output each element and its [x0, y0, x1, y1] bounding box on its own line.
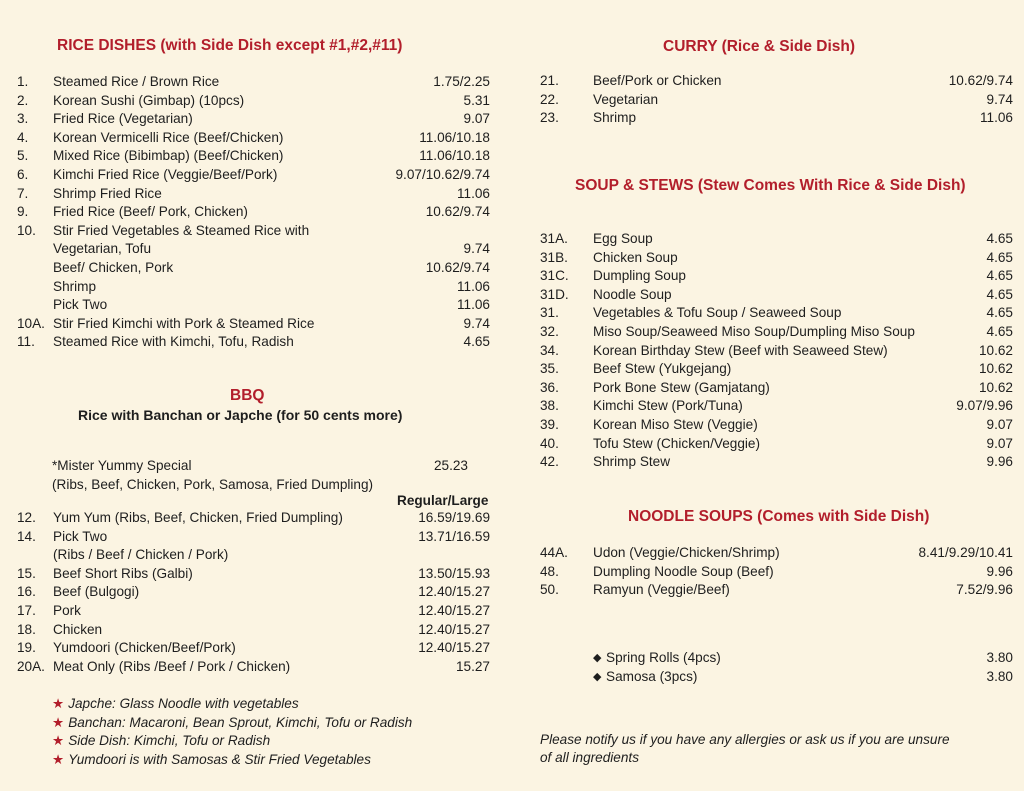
bbq-item-number: 17. — [17, 603, 36, 618]
soup-section-title: SOUP & STEWS (Stew Comes With Rice & Side Dish) — [575, 177, 966, 194]
star-icon: ★ — [52, 696, 65, 711]
soup-row — [540, 230, 1013, 248]
extras-item-price: 3.80 — [986, 668, 1013, 684]
star-icon: ★ — [52, 751, 65, 767]
bbq-row — [17, 583, 497, 601]
noodle-item-name: Ramyun (Veggie/Beef) — [593, 582, 730, 597]
soup-item-price: 4.65 — [986, 268, 1013, 284]
soup-item-price: 10.62 — [978, 379, 1013, 395]
rice-item-name: Fried Rice (Beef/ Pork, Chicken) — [53, 204, 248, 220]
rice-item-price: 9.74 — [463, 241, 490, 257]
soup-item-number: 40. — [540, 435, 559, 451]
bbq-item-price: 15.27 — [455, 658, 490, 674]
soup-item-number: 42. — [540, 454, 559, 470]
diamond-bullet-icon: ◆ — [593, 670, 602, 683]
rice-item-number: 3. — [17, 111, 29, 127]
bbq-item-name: (Ribs / Beef / Chicken / Pork) — [53, 547, 229, 563]
rice-item-name: Shrimp — [53, 278, 97, 294]
soup-item-name: Egg Soup — [593, 231, 653, 246]
rice-item-name: Shrimp Fried Rice — [53, 185, 162, 201]
extras-item-name: Spring Rolls (4pcs) — [606, 650, 721, 665]
curry-item-price: 11.06 — [979, 110, 1013, 125]
rice-item-name: Stir Fried Kimchi with Pork & Steamed Rice — [53, 315, 315, 331]
star-icon: ★ — [52, 733, 65, 749]
bbq-item-price: 13.50/15.93 — [418, 565, 490, 581]
bbq-item-name: Pork — [53, 603, 81, 618]
bbq-item-name: Chicken — [53, 621, 103, 637]
rice-item-name: Pick Two — [53, 297, 108, 313]
star-icon: ★ — [52, 714, 65, 730]
bbq-row — [17, 528, 497, 546]
noodle-row — [540, 544, 1013, 562]
soup-item-name: Miso Soup/Seaweed Miso Soup/Dumpling Miso Soup — [593, 324, 915, 339]
soup-item-number: 35. — [540, 361, 559, 377]
bbq-row — [17, 621, 497, 639]
soup-row — [540, 267, 1013, 285]
bbq-item-number: 12. — [17, 510, 36, 525]
soup-item-number: 31. — [540, 305, 559, 321]
rice-item-price: 11.06/10.18 — [419, 129, 490, 145]
noodle-item-name: Udon (Veggie/Chicken/Shrimp) — [593, 545, 780, 560]
rice-item-number: 10. — [17, 222, 36, 238]
curry-item-price: 10.62/9.74 — [948, 73, 1013, 88]
bbq-row — [17, 565, 497, 583]
bbq-item-number: 16. — [17, 584, 36, 600]
rice-item-price: 5.31 — [463, 92, 490, 108]
curry-row — [540, 91, 1013, 109]
soup-row — [540, 435, 1013, 453]
soup-row — [540, 397, 1013, 415]
rice-item-name: Kimchi Fried Rice (Veggie/Beef/Pork) — [53, 167, 278, 182]
rice-row — [17, 240, 497, 258]
noodle-section-title: NOODLE SOUPS (Comes with Side Dish) — [628, 508, 930, 525]
soup-item-number: 31A. — [540, 231, 568, 246]
bbq-item-price: 16.59/19.69 — [418, 510, 490, 525]
bbq-item-name: Yumdoori (Chicken/Beef/Pork) — [53, 640, 236, 656]
soup-item-name: Pork Bone Stew (Gamjatang) — [593, 379, 770, 395]
rice-item-name: Stir Fried Vegetables & Steamed Rice with — [53, 222, 310, 238]
soup-row — [540, 360, 1013, 378]
soup-item-name: Korean Birthday Stew (Beef with Seaweed Stew) — [593, 342, 888, 358]
rice-row — [17, 73, 497, 91]
rice-item-price: 9.07/10.62/9.74 — [395, 167, 490, 182]
rice-item-number: 2. — [17, 92, 29, 108]
rice-item-name: Steamed Rice / Brown Rice — [53, 74, 220, 89]
note-text: Japche: Glass Noodle with vegetables — [68, 696, 299, 711]
note-line — [52, 715, 412, 731]
rice-item-price: 1.75/2.25 — [433, 74, 490, 89]
noodle-row — [540, 581, 1013, 599]
soup-row — [540, 323, 1013, 341]
rice-item-name: Mixed Rice (Bibimbap) (Beef/Chicken) — [53, 148, 284, 164]
rice-item-name: Beef/ Chicken, Pork — [53, 260, 174, 275]
extras-row — [593, 649, 1013, 667]
noodle-item-price: 7.52/9.96 — [956, 582, 1013, 597]
bbq-item-number: 15. — [17, 565, 36, 581]
soup-row — [540, 249, 1013, 267]
soup-row — [540, 304, 1013, 322]
rice-item-number: 6. — [17, 167, 29, 182]
note-text: Banchan: Macaroni, Bean Sprout, Kimchi, Tofu or Radish — [68, 714, 413, 730]
noodle-item-number: 48. — [540, 563, 559, 579]
rice-section-title: RICE DISHES (with Side Dish except #1,#2,#11) — [57, 37, 403, 54]
rice-item-price: 9.74 — [463, 315, 490, 331]
rice-item-price: 4.65 — [463, 334, 490, 350]
soup-item-name: Dumpling Soup — [593, 268, 686, 284]
soup-item-number: 34. — [540, 342, 559, 358]
bbq-row — [17, 639, 497, 657]
soup-item-number: 31D. — [540, 286, 569, 302]
noodle-item-price: 8.41/9.29/10.41 — [918, 545, 1013, 560]
soup-row — [540, 286, 1013, 304]
rice-item-name: Steamed Rice with Kimchi, Tofu, Radish — [53, 334, 294, 350]
curry-section-title: CURRY (Rice & Side Dish) — [663, 38, 856, 55]
bbq-item-price: 12.40/15.27 — [418, 621, 490, 637]
rice-row — [17, 278, 497, 296]
special-name: *Mister Yummy Special — [52, 458, 192, 473]
rice-row — [17, 166, 497, 184]
soup-item-name: Chicken Soup — [593, 249, 678, 265]
bbq-item-price: 12.40/15.27 — [418, 584, 490, 600]
special-price: 25.23 — [433, 458, 468, 473]
curry-item-price: 9.74 — [986, 91, 1013, 107]
bbq-item-number: 18. — [17, 621, 36, 637]
bbq-row — [17, 602, 497, 620]
soup-item-name: Kimchi Stew (Pork/Tuna) — [593, 398, 743, 414]
note-line — [52, 752, 371, 768]
note-text: Side Dish: Kimchi, Tofu or Radish — [68, 733, 271, 749]
bbq-row — [17, 546, 497, 564]
soup-item-number: 31B. — [540, 249, 568, 265]
rice-item-number: 10A. — [17, 315, 45, 331]
bbq-item-price: 12.40/15.27 — [418, 603, 490, 618]
soup-item-number: 39. — [540, 417, 559, 432]
noodle-item-number: 50. — [540, 582, 559, 597]
soup-item-price: 4.65 — [986, 231, 1013, 246]
rice-row — [17, 110, 497, 128]
rice-item-name: Korean Vermicelli Rice (Beef/Chicken) — [53, 129, 284, 145]
soup-row — [540, 342, 1013, 360]
soup-item-name: Beef Stew (Yukgejang) — [593, 361, 732, 377]
rice-item-name: Fried Rice (Vegetarian) — [53, 111, 193, 127]
soup-row — [540, 416, 1013, 434]
extras-item-price: 3.80 — [986, 650, 1013, 665]
bbq-row — [17, 658, 497, 676]
bbq-row — [17, 509, 497, 527]
bbq-item-name: Pick Two — [53, 528, 108, 544]
curry-row — [540, 109, 1013, 127]
special-desc-text: (Ribs, Beef, Chicken, Pork, Samosa, Fried Dumpling) — [52, 477, 374, 492]
rice-row — [17, 259, 497, 277]
soup-item-name: Vegetables & Tofu Soup / Seaweed Soup — [593, 305, 842, 321]
rice-item-number: 1. — [17, 74, 29, 89]
soup-item-price: 10.62 — [978, 342, 1013, 358]
bbq-section-title: BBQ — [230, 387, 265, 404]
rice-row — [17, 315, 497, 333]
rice-row — [17, 296, 497, 314]
curry-item-number: 21. — [540, 73, 559, 88]
soup-item-price: 4.65 — [986, 286, 1013, 302]
bbq-item-name: Meat Only (Ribs /Beef / Pork / Chicken) — [53, 658, 291, 674]
rice-item-price: 10.62/9.74 — [425, 204, 490, 220]
curry-item-name: Shrimp — [593, 110, 637, 125]
rice-item-price: 11.06 — [456, 297, 490, 313]
soup-item-price: 9.96 — [986, 454, 1013, 470]
curry-item-name: Vegetarian — [593, 91, 659, 107]
bbq-subtitle: Rice with Banchan or Japche (for 50 cents more) — [78, 407, 403, 423]
rice-row — [17, 222, 497, 240]
rice-item-price: 9.07 — [463, 111, 490, 127]
rice-item-number: 5. — [17, 148, 29, 164]
soup-item-price: 4.65 — [986, 249, 1013, 265]
bbq-item-name: Beef (Bulgogi) — [53, 584, 140, 600]
rice-item-price: 11.06 — [456, 278, 490, 294]
rice-item-number: 9. — [17, 204, 29, 220]
soup-item-number: 38. — [540, 398, 559, 414]
curry-item-name: Beef/Pork or Chicken — [593, 73, 722, 88]
bbq-item-name: Beef Short Ribs (Galbi) — [53, 565, 193, 581]
allergy-note-line2: of all ingredients — [540, 750, 639, 765]
allergy-note-line1: Please notify us if you have any allergies or ask us if you are unsure — [540, 732, 950, 747]
soup-item-price: 9.07 — [986, 417, 1013, 432]
curry-item-number: 22. — [540, 91, 559, 107]
bbq-item-number: 19. — [17, 640, 36, 656]
bbq-item-price: 13.71/16.59 — [418, 528, 490, 544]
soup-item-name: Tofu Stew (Chicken/Veggie) — [593, 435, 760, 451]
rice-item-name: Korean Sushi (Gimbap) (10pcs) — [53, 92, 245, 108]
rice-item-price: 10.62/9.74 — [425, 260, 490, 275]
soup-item-name: Noodle Soup — [593, 286, 672, 302]
noodle-item-name: Dumpling Noodle Soup (Beef) — [593, 563, 774, 579]
bbq-item-price: 12.40/15.27 — [418, 640, 490, 656]
special-item — [17, 457, 497, 475]
rice-row — [17, 185, 497, 203]
rice-item-number: 4. — [17, 129, 29, 145]
soup-row — [540, 379, 1013, 397]
soup-item-name: Korean Miso Stew (Veggie) — [593, 417, 758, 432]
soup-item-number: 36. — [540, 379, 559, 395]
rice-row — [17, 92, 497, 110]
noodle-item-price: 9.96 — [986, 563, 1013, 579]
rice-item-price: 11.06 — [456, 185, 490, 201]
rice-item-number: 11. — [17, 334, 35, 350]
noodle-row — [540, 563, 1013, 581]
soup-item-name: Shrimp Stew — [593, 454, 671, 470]
rice-row — [17, 333, 497, 351]
extras-item-name: Samosa (3pcs) — [606, 668, 698, 684]
bbq-item-name: Yum Yum (Ribs, Beef, Chicken, Fried Dumpling) — [53, 510, 343, 525]
rice-item-name: Vegetarian, Tofu — [53, 241, 152, 257]
soup-item-price: 4.65 — [986, 305, 1013, 321]
note-text: Yumdoori is with Samosas & Stir Fried Vegetables — [68, 751, 371, 767]
bbq-item-number: 14. — [17, 528, 36, 544]
soup-item-price: 9.07/9.96 — [956, 398, 1013, 414]
soup-item-price: 9.07 — [986, 435, 1013, 451]
extras-row — [593, 668, 1013, 686]
soup-item-price: 10.62 — [978, 361, 1013, 377]
soup-item-price: 4.65 — [986, 324, 1013, 339]
soup-item-number: 31C. — [540, 268, 569, 284]
bbq-item-number: 20A. — [17, 658, 45, 674]
note-line — [52, 733, 270, 749]
rice-row — [17, 147, 497, 165]
diamond-bullet-icon: ◆ — [593, 652, 602, 664]
soup-item-number: 32. — [540, 324, 559, 339]
curry-row — [540, 72, 1013, 90]
size-header: Regular/Large — [397, 493, 489, 508]
noodle-item-number: 44A. — [540, 545, 568, 560]
curry-item-number: 23. — [540, 110, 559, 125]
rice-row — [17, 129, 497, 147]
note-line — [52, 696, 299, 712]
rice-item-number: 7. — [17, 185, 29, 201]
rice-item-price: 11.06/10.18 — [419, 148, 490, 164]
soup-row — [540, 453, 1013, 471]
rice-row — [17, 203, 497, 221]
